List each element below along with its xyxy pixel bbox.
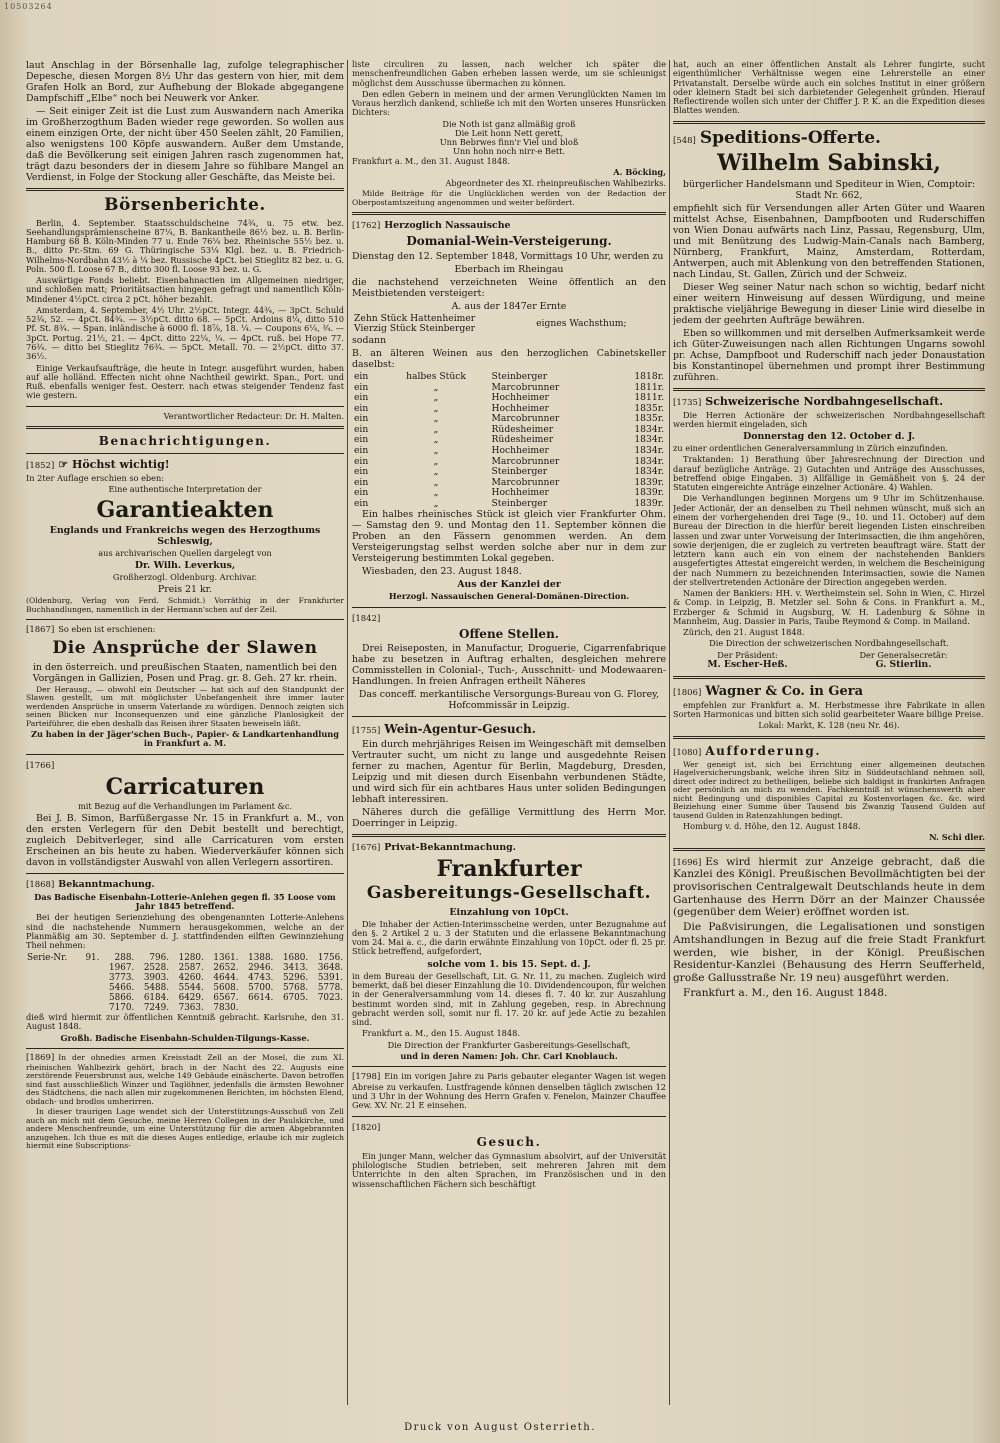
lottery-number: 1280. — [178, 952, 204, 963]
lottery-number: 2528. — [143, 962, 169, 973]
wine-cell: Marcobrunner — [491, 476, 560, 488]
divider — [352, 212, 666, 215]
ad-signature: Großh. Badische Eisenbahn-Schulden-Tilgungs-Kasse. — [60, 1032, 310, 1043]
ad-text: Die Inhaber der Actien-Interimsscheine werden, unter Bezugnahme auf den §. 2 Artikel 2 u. 3 der Statuten und die erlassene Bekanntmachung vom 24. Mai a. c., die darin erwähnte Einzahlung von 10pCt. oder fl. 25 pr. Stück betreffend, aufgefordert, — [352, 918, 666, 957]
column-1 — [26, 60, 344, 1405]
ad-title: Garantieakten — [96, 496, 274, 523]
wine-cell: Rüdesheimer — [491, 423, 554, 435]
ad-text: Englands und Frankreichs wegen des Herzogthums Schleswig, — [49, 524, 321, 547]
page-id: 10503264 — [4, 2, 53, 11]
ad-date: Donnerstag den 12. October d. J. — [743, 431, 915, 443]
wine-cell: Steinberger — [491, 497, 548, 509]
ad-ref: [1852] — [26, 461, 55, 472]
lottery-label — [26, 973, 80, 983]
ad-title: Schweizerische Nordbahngesellschaft. — [705, 394, 944, 408]
wine-cell: „ — [433, 434, 439, 446]
lottery-number: 5778. — [317, 982, 343, 993]
ad-text: mit Bezug auf die Verhandlungen im Parlament &c. — [77, 800, 293, 811]
lottery-label — [26, 993, 80, 1003]
lottery-number: 796. — [149, 952, 169, 963]
lottery-row — [26, 983, 344, 993]
ad-1676 — [352, 842, 666, 1061]
verse-line: Die Leit honn Nett gerett, — [455, 127, 563, 138]
column-divider — [669, 60, 670, 1405]
ad-headline: Bekanntmachung. — [58, 879, 155, 890]
ad-text: Ein junger Mann, welcher das Gymnasium absolvirt, auf der Universität philologische Studien betrieben, seit mehreren Jahren mit dem Unterrichte in den alten Sprachen, im Französischen und in den wissenschaftlichen Fächern sich beschäftigt — [352, 1150, 666, 1189]
editor-line: Verantwortlicher Redacteur: Dr. H. Malten. — [163, 410, 344, 421]
ad-text: aus archivarischen Quellen dargelegt von — [98, 547, 272, 558]
column-3 — [673, 60, 985, 1405]
ad-text: Näheres durch die gefällige Vermittlung des Herrn Mor. Doerringer in Leipzig. — [352, 806, 666, 829]
market-report: Einige Verkaufsaufträge, die heute in Integr. ausgeführt wurden, haben auf alle holländ. Effecten nicht ohne Nachtheil gewirkt. Span., Port. und Ruß. ebenfalls weniger fest. Oesterr. nach etwas steigender Tendenz fast wie gestern. — [26, 362, 344, 401]
lottery-number: 3773. — [109, 972, 135, 983]
wine-list-a — [352, 314, 666, 335]
lottery-number: 7249. — [143, 1003, 169, 1014]
lottery-number: 5700. — [248, 982, 274, 993]
lottery-number: 6705. — [282, 992, 309, 1003]
ad-title: Aufforderung. — [705, 743, 822, 758]
wine-cell: ein — [354, 444, 369, 456]
date-line: Frankfurt a. M., den 15. August 1848. — [362, 1028, 520, 1039]
market-report: Berlin, 4. September. Staatsschuldscheine 74¾, u. 75 etw. bez. Seehandlungsprämienscheine 87¼, B. Bankantheile 86½ bez. u. B. Berlin-Hamburg 68 B. Köln-Minden 77 u. Ende 76¼ bez. Rheinische 55½ bez. u. B., ditto Pr.-Stm. 69 G. Thüringische 53¼ Klgl. bez. u. B. Friedrich-Wilhelms-Nordbahn 43½ à ¼ bez. Russische 4pCt. bei Stieglitz 82 bez. u. G. Poln. 500 fl. Loose 67 B., ditto 300 fl. Loose 93 bez. u. G. — [26, 217, 344, 274]
ad-1762 — [352, 220, 666, 601]
wine-cell: ein — [354, 476, 369, 488]
divider — [352, 1066, 666, 1067]
lottery-row — [26, 993, 344, 1003]
column-2 — [352, 60, 666, 1405]
wine-cell: 1834r. — [634, 455, 664, 467]
verse — [352, 120, 666, 157]
section-title: Benachrichtigungen. — [98, 433, 272, 448]
wine-cell: 1811r. — [634, 381, 664, 393]
date-line: Wiesbaden, den 23. August 1848. — [362, 566, 522, 578]
ad-text: Dieser Weg seiner Natur nach schon so wichtig, bedarf nicht einer weitern Hinweisung auf dessen Würdigung, und meine praktische vieljährige Bewegung in dieser Linie wird dieselbe in jedem der geehrten Aufträge bewähren. — [673, 281, 985, 326]
wine-cell: ein — [354, 423, 369, 435]
ad-ref: [1696] — [673, 857, 702, 868]
wine-cell: „ — [433, 444, 439, 456]
ad-1820 — [352, 1122, 666, 1189]
ad-ref: [1867] — [26, 625, 55, 636]
ad-text: Bei der heutigen Serienziehung des obengenannten Lotterie-Anlehens sind die nachstehende Nummern herausgekommen, welche an der Planmäßig am 30. September d. J. stattfindenden eilften Gewinnziehung Theil nehmen: — [26, 912, 344, 951]
lottery-number: 1361. — [213, 952, 239, 963]
ad-text-bold: solche vom 1. bis 15. Sept. d. J. — [427, 958, 591, 970]
ad-author: Dr. Wilh. Leverkus, — [134, 560, 236, 572]
ad-title: Gasbereitungs-Gesellschaft. — [366, 883, 652, 904]
lottery-number: 4260. — [178, 972, 204, 983]
ad-1852 — [26, 459, 344, 614]
wine-cell: 1839r. — [634, 487, 664, 499]
ad-signature: Die Direction der schweizerischen Nordbahngesellschaft. — [709, 638, 949, 649]
signature-role: Der Generalsecretär: — [859, 649, 948, 660]
wine-cell: Hochheimer — [491, 402, 549, 414]
ad-1869 — [26, 1054, 344, 1151]
wine-row — [352, 446, 666, 457]
lottery-table — [26, 953, 344, 1014]
article-text: hat, auch an einer öffentlichen Anstalt als Lehrer fungirte, sucht eigenthümlicher Verhältnisse wegen eine Lehrerstelle an einer Privatanstalt. Derselbe würde auch ein solches Institut in einer größern oder kleinern Stadt bei sich darbietender Gelegenheit gründen. Hierauf Reflectirende wollen sich unter der Chiffer J. P. K. an die Expedition dieses Blattes wenden. — [673, 60, 985, 116]
ad-title: Wagner & Co. in Gera — [705, 683, 864, 699]
article-text: liste circuliren zu lassen, nach welcher ich später die menschenfreundlichen Gaben erheben lassen werde, um sie schleunigst möglichst dem Ausschusse übermachen zu können. — [352, 60, 666, 88]
wine-cell: 1839r. — [634, 476, 664, 488]
ad-ref: [1869] — [26, 1052, 55, 1063]
ad-text: So eben ist erschienen: — [58, 624, 156, 635]
ad-text: sodann — [352, 334, 387, 346]
lottery-number: 7023. — [317, 992, 343, 1003]
divider — [673, 121, 985, 124]
signature-name: G. Stierlin. — [875, 659, 932, 671]
ad-ref: [1806] — [673, 687, 702, 698]
lottery-number: 6614. — [248, 992, 274, 1003]
lottery-number: 5866. — [109, 992, 135, 1003]
lottery-number: 6567. — [213, 992, 239, 1003]
wine-cell: 1834r. — [634, 466, 664, 478]
signature: A. Böcking, — [613, 166, 666, 177]
ad-text: In dieser traurigen Lage wendet sich der Unterstützungs-Ausschuß von Zell auch an mich mit dem Gesuche, meine Herren Collegen in der Paulskirche, und andere Menschenfreunde, um eine Unterstützung für die armen Abgebrannten anzugehen. Ich thue es mit die dieses Auges entledige, erlaube ich mir zugleich hiermit eine Subscriptions- — [26, 1107, 344, 1150]
article-text: — Seit einiger Zeit ist die Lust zum Auswandern nach Amerika im Großherzogthum Baden wieder rege geworden. So wollen aus einem einzigen Orte, der nicht über 450 Seelen zählt, 20 Familien, also wenigstens 100 Köpfe auswandern. Außer dem Umstande, daß die Bevölkerung seit einigen Jahren rasch zugenommen hat, trägt dazu besonders der in diesem Jahre so fühlbare Mangel an Verdienst, in Folge der Stockung aller Geschäfte, das Meiste bei. — [26, 106, 344, 183]
ad-text: Namen der Bankiers: HH. v. Wertheimstein sel. Sohn in Wien, C. Hirzel & Comp. in Leipzig, B. Metzler sel. Sohn & Cons. in Frankfurt a. M., Erzberger & Schmid in Augsburg, W. H. Ladenburg & Söhne in Mannheim, Aug. Dassier in Paris, Taube Reymond & Comp. in Mailand. — [673, 588, 985, 626]
ad-name: Wilhelm Sabinski, — [717, 150, 941, 177]
wine-cell: Steinberger — [491, 466, 548, 478]
wine-cell: ein — [354, 487, 369, 499]
ad-1735 — [673, 396, 985, 671]
ad-text: empfiehlt sich für Versendungen aller Arten Güter und Waaren mittelst Achse, Eisenbahnen, Dampfbooten und Ruderschiffen von Wien Donau aufwärts nach Linz, Passau, Regensburg, Ulm, und mit Benützung des Ludwig-Main-Canals nach Bamberg, Nürnberg, Frankfurt, Mainz, Amsterdam, Rotterdam, Antwerpen, auch mit Ablenkung von den betreffenden Stationen, nach Lindau, St. Gallen, Zürich und der Schweiz. — [673, 202, 985, 280]
wine-cell: „ — [433, 466, 439, 478]
lottery-number: 3413. — [282, 962, 309, 973]
ad-price: Preis 21 kr. — [157, 584, 213, 596]
ad-548 — [673, 129, 985, 383]
ad-1696 — [673, 856, 985, 1000]
lottery-number: 7830. — [213, 1003, 239, 1014]
ad-ref: [1755] — [352, 726, 381, 737]
wine-cell: ein — [354, 497, 369, 509]
wine-cell: Hochheimer — [491, 444, 549, 456]
lottery-number: 7170. — [109, 1003, 135, 1014]
ad-title: Wein-Agentur-Gesuch. — [384, 722, 536, 737]
lottery-number: 5768. — [282, 982, 309, 993]
ad-title: Frankfurter — [436, 855, 582, 882]
divider — [673, 736, 985, 739]
signature: Abgeordneter des XI. rheinpreußischen Wahlbezirks. — [445, 178, 666, 189]
wine-cell: „ — [433, 487, 439, 499]
ad-ref: [1676] — [352, 842, 381, 853]
divider — [352, 1116, 666, 1117]
ad-1766 — [26, 760, 344, 868]
divider — [26, 619, 344, 620]
ad-1806 — [673, 684, 985, 731]
lottery-number: 3903. — [143, 972, 169, 983]
wine-item: Zehn Stück Hattenheimer — [354, 312, 476, 324]
ad-ref: [548] — [673, 135, 696, 146]
divider — [26, 1048, 344, 1049]
lottery-number: 4644. — [213, 972, 239, 983]
wine-cell: ein — [354, 381, 369, 393]
wine-cell: ein — [354, 413, 369, 425]
ad-text: B. an älteren Weinen aus den herzoglichen Cabinetskeller daselbst: — [352, 347, 666, 370]
lottery-number: 7363. — [178, 1003, 204, 1014]
wine-cell: Marcobrunner — [491, 381, 560, 393]
signature-name: M. Escher-Heß. — [707, 659, 788, 671]
lottery-number — [80, 973, 100, 983]
lottery-number — [80, 963, 100, 973]
ad-text: Zu haben in der Jäger'schen Buch-, Papier- & Landkartenhandlung in Frankfurt a. M. — [31, 729, 339, 749]
divider — [26, 754, 344, 755]
wine-cell: ein — [354, 434, 369, 446]
lottery-number — [80, 993, 100, 1003]
ad-text: Die Herren Actionäre der schweizerischen Nordbahngesellschaft werden hiermit eingeladen, sich — [673, 409, 985, 429]
divider — [673, 676, 985, 679]
wine-cell: 1834r. — [634, 434, 664, 446]
ad-text: Ein im vorigen Jahre zu Paris gebauter eleganter Wagen ist wegen Abreise zu verkaufen. Lustfragende können denselben täglich zwischen 12 und 3 Uhr in der Wohnung des Herrn Grafen v. Fenelon, Mainzer Chauffee Gew. XV. Nr. 21 E einsehen. — [352, 1071, 666, 1111]
wine-cell: Marcobrunner — [491, 455, 560, 467]
lottery-number: 4743. — [248, 972, 274, 983]
wine-cell: halbes Stück — [406, 370, 466, 382]
divider — [673, 388, 985, 391]
ad-text: Eine authentische Interpretation der — [108, 484, 262, 495]
ad-text: Traktanden: 1) Berathung über Jahresrechnung der Direction und darauf bezügliche Anträge. 2) Gutachten und Anträge des Ausschusses, betreffend obige Eingaben. 3) Allfällige in Gemäßheit von §. 24 der Statuten eingereichte Anträge einzelner Actionäre. 4) Wahlen. — [673, 454, 985, 493]
lottery-number: 2587. — [178, 962, 204, 973]
ad-title: Carricaturen — [105, 773, 265, 800]
ad-title: Die Ansprüche der Slawen — [52, 638, 318, 659]
lottery-number: 1756. — [317, 952, 343, 963]
ad-text: Die Paßvisirungen, die Legalisationen und sonstigen Amtshandlungen in Bezug auf die freie Stadt Frankfurt werden, wie bisher, in der Königl. Preußischen Residentur-Kanzlei (Behausung des Herrn Seufferheld, große Gallusstraße Nr. 19 neu) ausgeführt werden. — [673, 921, 985, 984]
ad-text: Bei J. B. Simon, Barfüßergasse Nr. 15 in Frankfurt a. M., von den ersten Verlegern für den Debit bestellt und berechtigt, zugleich Debitverleger, sind alle Carricaturen vom ersten Erscheinen an bis heute zu haben. Wiederverkäufer können sich davon in vollständigster Auswahl von allen Verlegern assortiren. — [26, 813, 344, 868]
ad-title: Gesuch. — [476, 1135, 542, 1150]
divider — [352, 834, 666, 837]
date-line: Homburg v. d. Höhe, den 12. August 1848. — [683, 821, 861, 832]
ad-1798 — [352, 1072, 666, 1110]
divider — [26, 453, 344, 454]
lottery-number — [80, 983, 100, 993]
wine-item: Vierzig Stück Steinberger — [354, 323, 476, 335]
ad-text: zu einer ordentlichen Generalversammlung in Zürich einzufinden. — [673, 443, 948, 454]
ad-ref: [1735] — [673, 397, 702, 408]
lottery-number: 2652. — [213, 962, 239, 973]
wine-cell: ein — [354, 402, 369, 414]
wine-cell: 1834r. — [634, 423, 664, 435]
lottery-label — [26, 983, 80, 993]
ad-text: Drei Reiseposten, in Manufactur, Droguerie, Cigarrenfabrique habe zu besetzen in Auftrag erhalten, desgleichen mehrere Commisstellen in Colonial-, Tuch-, Ausschnitt- und Modewaaren-Handlungen. In freien Anfragen ertheilt Näheres — [352, 643, 666, 688]
wine-cell: „ — [433, 455, 439, 467]
lottery-number: 5608. — [213, 982, 239, 993]
market-report: Auswärtige Fonds beliebt. Eisenbahnactien im Allgemeinen niedriger, und schloßen matt; Prioritätsactien hingegen gefragt und namentlich Köln-Mindener 4½pCt. circa 2 pCt. höher bezahlt. — [26, 275, 344, 304]
wine-cell: 1834r. — [634, 444, 664, 456]
ad-subtitle: Einzahlung von 10pCt. — [449, 906, 569, 918]
ad-ref: [1868] — [26, 880, 55, 890]
wine-cell: „ — [433, 381, 439, 393]
wine-cell: Hochheimer — [491, 392, 549, 404]
divider — [26, 406, 344, 407]
ad-1868 — [26, 879, 344, 1043]
wine-cell: „ — [433, 476, 439, 488]
wine-list-b — [352, 372, 666, 510]
wine-cell: „ — [433, 497, 439, 509]
ad-ref: [1842] — [352, 613, 381, 624]
ad-text: die nachstehend verzeichneten Weine öffentlich an den Meistbietenden versteigert: — [352, 276, 666, 299]
date-line: Frankfurt a. M., den 16. August 1848. — [683, 986, 888, 999]
wine-cell: 1835r. — [634, 413, 664, 425]
article-text: Den edlen Gebern in meinem und der armen Verunglückten Namen im Voraus herzlich dankend, schließe ich mit den Worten unseres Hunsrücken Dichters: — [352, 88, 666, 118]
divider — [673, 848, 985, 851]
ad-signature: N. Schi dler. — [929, 832, 985, 843]
wine-cell: ein — [354, 370, 369, 382]
wine-cell: ein — [354, 392, 369, 404]
signature-table — [673, 651, 985, 671]
ad-headline: Privat-Bekanntmachung. — [384, 841, 516, 853]
ad-signature: Aus der Kanzlei der — [457, 579, 561, 591]
verse-line: Unn Bebrwes finn'r Viel und bloß — [439, 137, 579, 148]
verse-line: Unn hohn noch nirr-e Bett. — [452, 146, 566, 157]
ad-text: (Oldenburg, Verlag von Ferd. Schmidt.) Vorräthig in der Frankfurter Buchhandlungen, namentlich in der Hermann'schen auf der Zeil. — [26, 596, 344, 614]
ad-ref: [1798] — [352, 1072, 381, 1083]
ad-text: dieß wird hiermit zur öffentlichen Kenntniß gebracht. Karlsruhe, den 31. August 1848. — [26, 1012, 344, 1032]
lottery-number: 5544. — [178, 982, 204, 993]
wine-cell: 1835r. — [634, 402, 664, 414]
ad-text: Großherzogl. Oldenburg. Archivar. — [112, 572, 258, 583]
ad-text: empfehlen zur Frankfurt a. M. Herbstmesse ihre Fabrikate in allen Sorten Harmonicas und bitten sich solid gearbeiteter Waare billige Preise. — [673, 699, 985, 720]
column-divider — [347, 60, 348, 1405]
divider — [26, 188, 344, 191]
ad-1842 — [352, 613, 666, 711]
ad-signature: Das conceff. merkantilische Versorgungs-Bureau von G. Florey, Hofcommissär in Leipzig. — [358, 689, 660, 712]
ad-headline: Herzoglich Nassauische — [384, 220, 511, 232]
ad-text: Eberbach im Rheingau — [454, 263, 564, 275]
ad-subtitle: Das Badische Eisenbahn-Lotterie-Anlehen gegen fl. 35 Loose vom Jahr 1845 betreffend. — [34, 891, 336, 912]
lottery-number: 6429. — [178, 992, 204, 1003]
ad-text: bürgerlicher Handelsmann und Spediteur in Wien, Comptoir: Stadt Nr. 662, — [682, 178, 976, 201]
ad-headline: ☞ Höchst wichtig! — [58, 458, 170, 472]
ad-signature: Herzogl. Nassauischen General-Domänen-Direction. — [388, 591, 630, 602]
wine-cell: 1818r. — [634, 370, 664, 382]
wine-row — [352, 499, 666, 510]
lottery-label: Serie-Nr. — [27, 952, 68, 963]
wine-row — [352, 372, 666, 383]
wine-cell: Marcobrunner — [491, 413, 560, 425]
ad-title: Offene Stellen. — [459, 626, 559, 641]
wine-note: eignes Wachsthum; — [536, 318, 627, 330]
ad-text: A. aus der 1847er Ernte — [451, 300, 567, 312]
signature-role: Der Präsident: — [717, 649, 778, 660]
ad-text: in den österreich. und preußischen Staaten, namentlich bei den Vorgängen in Gallizien, Posen und Prag. gr. 8. Geh. 27 kr. rhein. — [32, 661, 338, 684]
ad-ref: [1766] — [26, 760, 55, 771]
wine-cell: „ — [433, 402, 439, 414]
ad-1080 — [673, 744, 985, 843]
market-report: Amsterdam, 4. September, 4½ Uhr. 2½pCt. Integr. 44¾, — 3pCt. Schuld 52¾, 52. — 4pCt. 84¾. — 3½pCt. ditto 68. — 5pCt. Ardoins 8¼, ditto 510 Pf. St. 8¾. — Span. inländische à 6000 fl. 18⅞, 18. ¼. — Coupons 6¼, ¾. — 3pCt. Portug. 21½, 21. — 4pCt. ditto 22¼, ¼. — 4pCt. ruß. bei Hope 77. 76¾. — ditto bei Stieglitz 76¾. — 5pCt. Metall. 70. — 2½pCt. ditto 37. 36½. — [26, 304, 344, 362]
wine-cell: 1839r. — [634, 497, 664, 509]
ad-text: Wer geneigt ist, sich bei Errichtung einer allgemeinen deutschen Hagelversicherungsbank, welche ihren Sitz in Süddeutschland nehmen soll, direct oder indirect zu betheiligen, beliebe sich baldigst in frankirten Anfragen oder persönlich an mich zu wenden. Fachkenntniß ist wünschenswerth aber nicht Bedingung und disponibles Capital zu Kostenvorlagen &c. &c. wird Beiziehung einer Summe über Tausend bis Zwanzig Tausend Gulden auf tausend Gulden in Ratenzahlungen bedingt. — [673, 759, 985, 820]
lottery-label — [26, 963, 80, 973]
lottery-row — [26, 963, 344, 973]
ad-signature: und in deren Namen: Joh. Chr. Carl Knoblauch. — [400, 1050, 618, 1061]
ad-text: in dem Bureau der Gesellschaft, Lit. G. Nr. 11, zu machen. Zugleich wird bemerkt, daß bei dieser Einzahlung die 10. Dividendencoupon, für welchen in der Generalversammlung vom 14. dieses fl. 7. 40 kr. zur Auszahlung bestimmt worden sind, mit in Zahlung gegeben, resp. in Abrechnung gebracht werden soll, somit nur fl. 17. 20 kr. auf jede Actie zu bezahlen sind. — [352, 970, 666, 1028]
verse-line: Die Noth ist ganz allmäßig groß — [442, 118, 576, 129]
article-note: Milde Beiträge für die Unglücklichen werden von der Redaction der Oberpostamtszeitung angenommen und weiter befördert. — [352, 189, 666, 207]
wine-cell: „ — [433, 423, 439, 435]
ad-text: Lokal: Markt, K. 128 (neu Nr. 46). — [758, 720, 900, 731]
ad-text: Es wird hiermit zur Anzeige gebracht, daß die Kanzlei des Königl. Preußischen Bevollmächtigten bei der provisorischen Centralgewalt Deutschlands heute in dem Gartenhause des Herrn Dörr an der Mainzer Chaussée (gegenüber dem Weier) eröffnet worden ist. — [673, 855, 985, 919]
divider — [352, 607, 666, 608]
lottery-number: 3648. — [317, 962, 343, 973]
wine-cell: ein — [354, 455, 369, 467]
ad-signature: Die Direction der Frankfurter Gasbereitungs-Gesellschaft, — [387, 1039, 631, 1050]
ad-text: In der ohnedies armen Kreisstadt Zell an der Mosel, die zum XI. rheinischen Wahlbezirk gehört, brach in der Nacht des 22. Augusts eine zerstörende Feuersbrunst aus, welche 149 Gebäude einäscherte. Davon betroffen sind fast ausschließlich Winzer und Taglöhner, jedenfalls die ärmsten Bewohner des Städtchens, die nach allen mir zugekommenen Berichten, im höchsten Elend, obdach- und brodlos umherirren. — [26, 1052, 344, 1106]
printer-footer: Druck von August Osterrieth. — [404, 1422, 596, 1433]
wine-cell: „ — [433, 413, 439, 425]
lottery-number: 2946. — [248, 962, 274, 973]
lottery-number: 5488. — [143, 982, 169, 993]
ad-1755 — [352, 722, 666, 829]
ad-text: Eben so willkommen und mit derselben Aufmerksamkeit werde ich Güter-Zuweisungen nach allen Richtungen Ungarns sowohl pr. Achse, Dampfboot und Ruderschiff nach jeder Donaustation bis Konstantinopel übernehmen und prompt ihrer Bestimmung zuführen. — [673, 327, 985, 383]
wine-cell: 1811r. — [634, 392, 664, 404]
ad-title: Domanial-Wein-Versteigerung. — [406, 234, 612, 249]
article-text: laut Anschlag in der Börsenhalle lag, zufolge telegraphischer Depesche, diesen Morgen 8½ Uhr das gestern von hier, mit dem Grafen Holk an Bord, zur Aufhebung der Blokade abgegangene Dampfschiff „Elbe“ noch bei Neuwerk vor Anker. — [26, 60, 344, 104]
lottery-number: 5296. — [282, 972, 309, 983]
ad-text: Die Verhandlungen beginnen Morgens um 9 Uhr im Schützenhause. Jeder Actionär, der an denselben zu Theil nehmen wünscht, muß sich an einem der vorhergehenden drei Tage (9., 10. und 11. October) auf dem Bureau der Direction in die hierfür bereit liegenden Listen einschreiben lassen und zwar unter Vorweisung der Interimsactien, die ihm angehören, sowie derjenigen, die er zugleich zu vertreten beauftragt wäre. Statt der letztern kann auch ein von einem der nachstehenden Bankiers ausgefertigtes Attestat eingereicht werden, in welchem die Bescheinigung der nach Nummern zu bezeichnenden Interimsactien, sowie die Namen der stellvertretenden Actionäre der Direction angegeben werden. — [673, 493, 985, 587]
lottery-number: 1967. — [109, 962, 135, 973]
divider — [352, 716, 666, 717]
lottery-number: 1388. — [248, 952, 274, 963]
lottery-row — [26, 953, 344, 963]
wine-cell: Steinberger — [491, 370, 548, 382]
ad-text: In 2ter Auflage erschien so eben: — [26, 473, 165, 484]
ad-title: Speditions-Offerte. — [699, 127, 881, 148]
ad-ref: [1820] — [352, 1122, 381, 1133]
wine-cell: Hochheimer — [491, 487, 549, 499]
wine-cell: „ — [433, 392, 439, 404]
ad-ref: [1080] — [673, 747, 702, 758]
ad-text: Ein halbes rheinisches Stück ist gleich vier Frankfurter Ohm. — Samstag den 9. und Montag den 11. September können die Proben an den Fässern genommen werden. An dem Versteigerungstag selbst werden solche aber nur in dem zur Versteigerung bestimmten Lokal gegeben. — [352, 509, 666, 565]
ad-1867 — [26, 625, 344, 748]
lottery-number: 5466. — [109, 982, 135, 993]
ad-text: Ein durch mehrjähriges Reisen im Weingeschäft mit demselben Vertrauter sucht, um nicht zu lange und ausgedehnte Reisen ferner zu machen, Agentur für Berlin, Magdeburg, Dresden, Leipzig und mit diesen durch Eisenbahn verbundenen Städte, und wird sich für ein achtbares Haus unter soliden Bedingungen lebhaft interessiren. — [352, 738, 666, 805]
section-title: Börsenberichte. — [104, 195, 266, 215]
lottery-number: 5391. — [317, 972, 343, 983]
date-line: Zürich, den 21. August 1848. — [683, 627, 805, 638]
ad-text: Der Herausg., — obwohl ein Deutscher — hat sich auf den Standpunkt der Slawen gestellt, um mit möglichster Unbefangenheit ihre immer lauter werdenden Ansprüche in unserm Vaterlande zu würdigen. Dennoch zeigten sich seinen Blicken nur Inconsequenzen und eine gänzliche Planlosigkeit der Parteiführer, die eben deshalb das Reisen ihrer Staaten beweiseln läßt. — [26, 684, 344, 728]
wine-cell: Rüdesheimer — [491, 434, 554, 446]
ad-ref: [1762] — [352, 221, 381, 232]
date-line: Frankfurt a. M., den 31. August 1848. — [352, 155, 510, 166]
divider — [26, 873, 344, 874]
lottery-number: 91. — [85, 952, 100, 963]
lottery-number: 6184. — [143, 992, 169, 1003]
lottery-number: 1680. — [282, 952, 309, 963]
wine-cell: ein — [354, 466, 369, 478]
lottery-row — [26, 973, 344, 983]
divider — [26, 426, 344, 429]
ad-text: Dienstag den 12. September 1848, Vormittags 10 Uhr, werden zu — [352, 250, 664, 262]
lottery-number: 288. — [114, 952, 135, 963]
